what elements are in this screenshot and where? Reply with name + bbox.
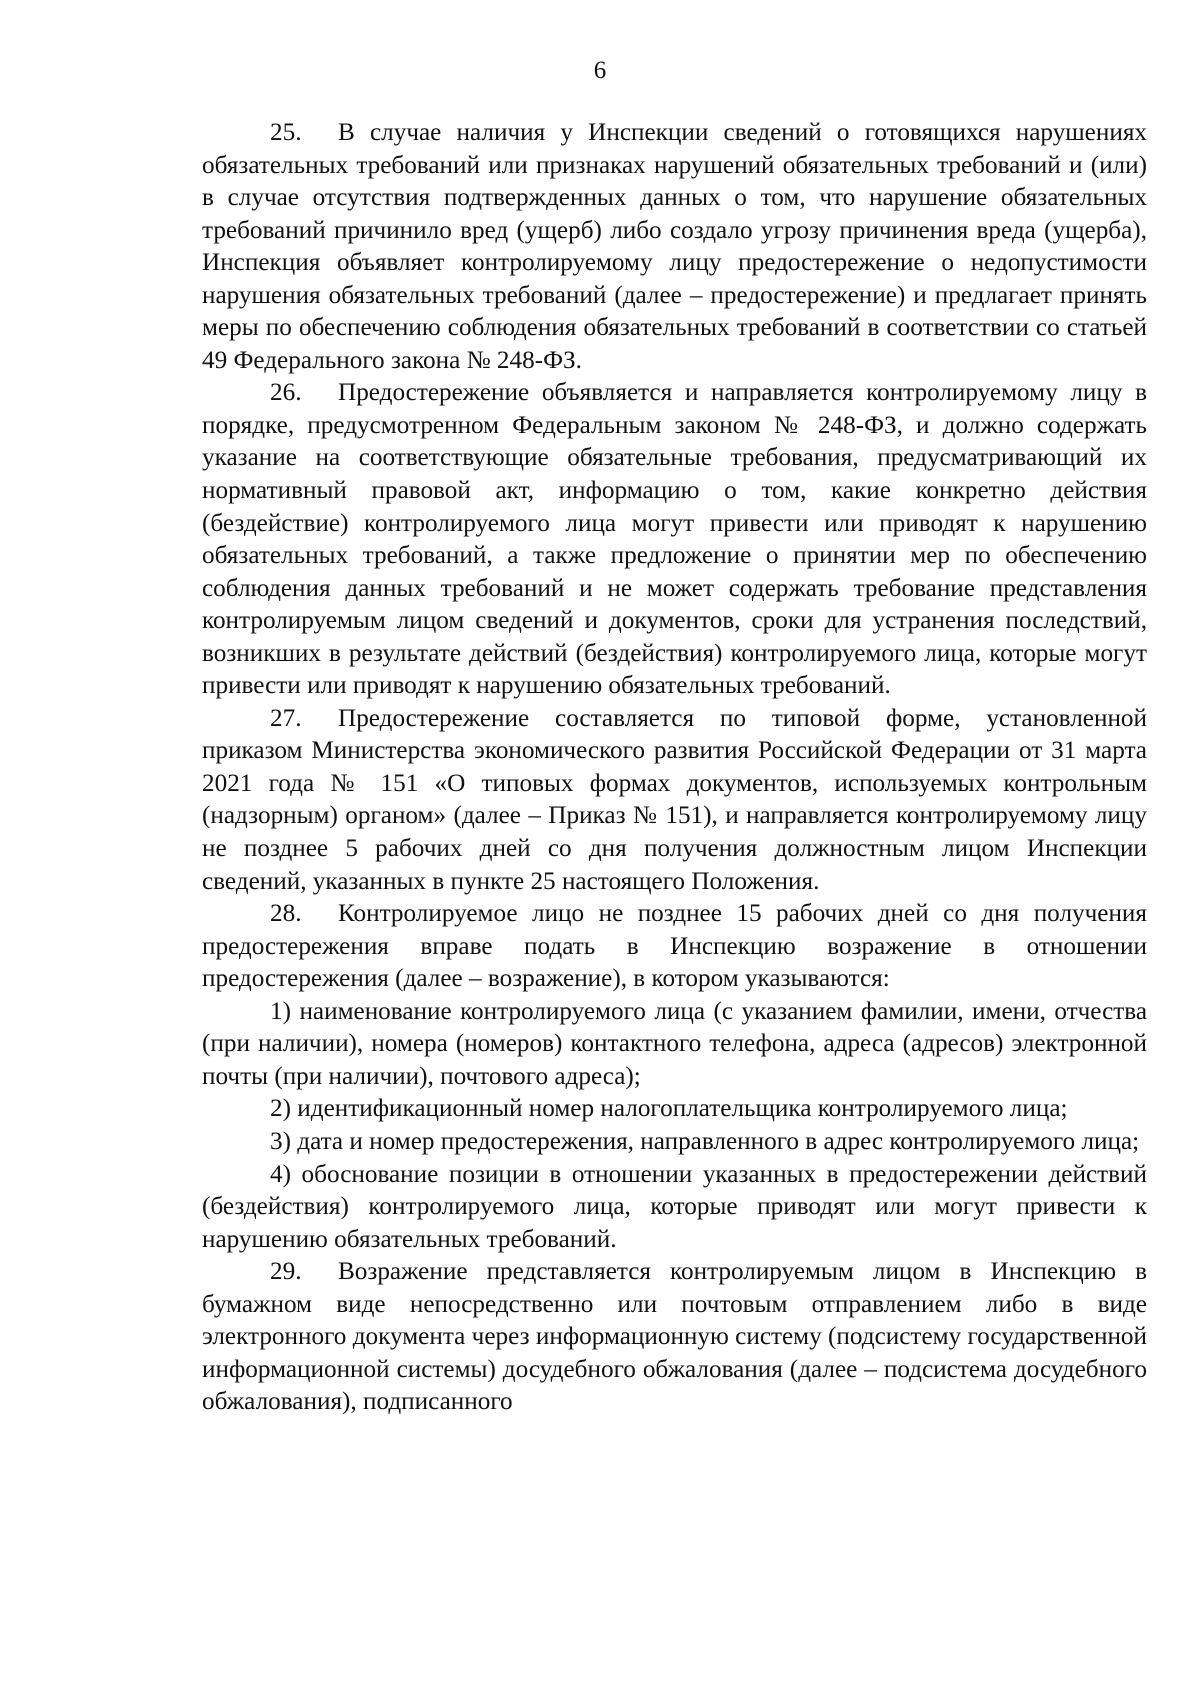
paragraph-number: 26. (270, 379, 302, 407)
list-item-text: 3) дата и номер предостережения, направленного в адрес контролируемого лица; (270, 1127, 1140, 1155)
list-item-text: 4) обоснование позиции в отношении указанных в предостережении действий (бездействия) контролируемого лица, которые приводят или могут привести к нарушению обязательных требований. (202, 1160, 1147, 1253)
paragraph-26 (202, 377, 1147, 702)
list-item-3 (202, 1126, 1147, 1159)
paragraph-text: Предостережение объявляется и направляется контролируемому лицу в порядке, предусмотренном Федеральным законом № 248-ФЗ, и должно содержать указание на соответствующие обязательные требования, предусматривающий их нормативный правовой акт, информацию о том, какие конкретно действия (бездействие) контролируемого лица могут привести или приводят к нарушению обязательных требований, а также предложение о принятии мер по обеспечению соблюдения данных требований и не может содержать требование представления контролируемым лицом сведений и документов, сроки для устранения последствий, возникших в результате действий (бездействия) контролируемого лица, которые могут привести или приводят к нарушению обязательных требований. (202, 379, 1147, 700)
paragraph-number: 29. (270, 1258, 302, 1286)
paragraph-27 (202, 703, 1147, 898)
paragraph-number: 25. (270, 119, 302, 146)
list-item-text: 1) наименование контролируемого лица (с указанием фамилии, имени, отчества (при наличии), номера (номеров) контактного телефона, адреса (адресов) электронной почты (при наличии), почтового адреса); (202, 997, 1147, 1090)
document-body (202, 117, 1147, 1419)
list-item-1 (202, 996, 1147, 1094)
paragraph-28 (202, 898, 1147, 996)
paragraph-text: Контролируемое лицо не позднее 15 рабочих дней со дня получения предостережения вправе подать в Инспекцию возражение в отношении предостережения (далее – возражение), в котором указываются: (202, 900, 1147, 993)
paragraph-25 (202, 117, 1147, 377)
list-item-4 (202, 1159, 1147, 1257)
page-number: 6 (593, 57, 607, 84)
paragraph-number: 28. (270, 900, 302, 928)
paragraph-number: 27. (270, 704, 302, 732)
paragraph-text: Предостережение составляется по типовой форме, установленной приказом Министерства экономического развития Российской Федерации от 31 марта 2021 года № 151 «О типовых формах документов, используемых контрольным (надзорным) органом» (далее – Приказ № 151), и направляется контролируемому лицу не позднее 5 рабочих дней со дня получения должностным лицом Инспекции сведений, указанных в пункте 25 настоящего Положения. (202, 704, 1147, 895)
list-item-text: 2) идентификационный номер налогоплательщика контролируемого лица; (270, 1095, 1068, 1123)
paragraph-text: В случае наличия у Инспекции сведений о готовящихся нарушениях обязательных требований или признаках нарушений обязательных требований и (или) в случае отсутствия подтвержденных данных о том, что нарушение обязательных требований причинило вред (ущерб) либо создало угрозу причинения вреда (ущерба), Инспекция объявляет контролируемому лицу предостережение о недопустимости нарушения обязательных требований (далее – предостережение) и предлагает принять меры по обеспечению соблюдения обязательных требований в соответствии со статьей 49 Федерального закона № 248-ФЗ. (202, 119, 1147, 374)
paragraph-text: Возражение представляется контролируемым лицом в Инспекцию в бумажном виде непосредственно или почтовым отправлением либо в виде электронного документа через информационную систему (подсистему государственной информационной системы) досудебного обжалования (далее – подсистема досудебного обжалования), подписанного (202, 1258, 1147, 1416)
list-item-2 (202, 1093, 1147, 1126)
paragraph-29 (202, 1256, 1147, 1419)
